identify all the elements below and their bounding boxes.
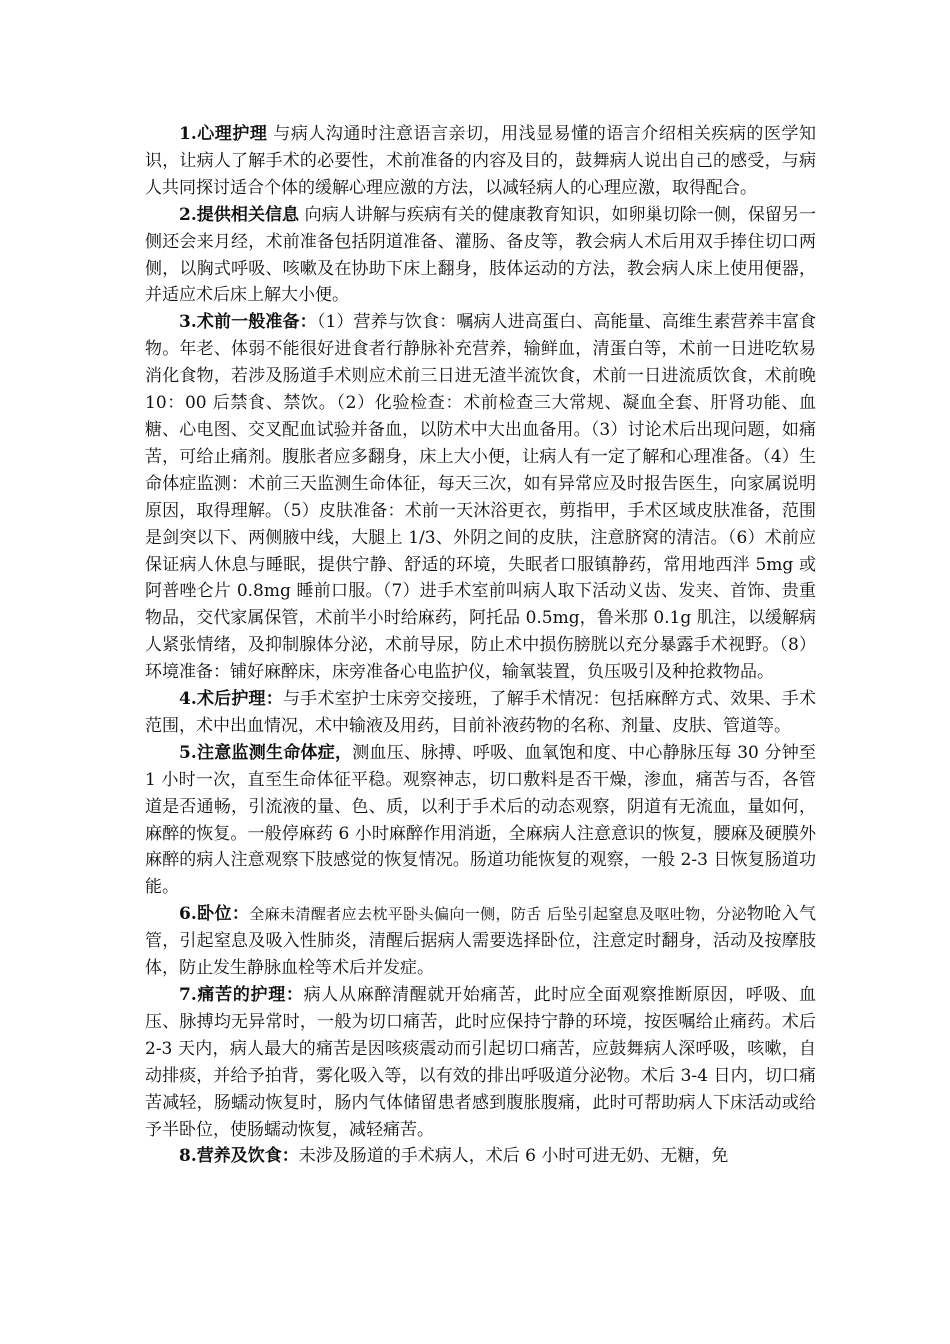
- paragraph-information: [145, 202, 816, 310]
- document-page: [145, 121, 816, 1170]
- paragraph-postoperative-care: [145, 686, 816, 740]
- paragraph-preoperative-prep: [145, 309, 816, 686]
- paragraph-heading: 6.卧位：: [179, 904, 250, 925]
- paragraph-heading: 5.注意监测生命体症，: [179, 742, 353, 763]
- paragraph-text: 与病人沟通时注意语言亲切，用浅显易懂的语言介绍相关疾病的医学知识，让病人了解手术的必要性，术前准备的内容及目的，鼓舞病人说出自己的感受，与病人共同探讨适合个体的缓解心理应激的方法，以减轻病人的心理应激，取得配合。: [145, 124, 817, 198]
- paragraph-heading: 2.提供相关信息: [179, 204, 300, 225]
- paragraph-text: 与手术室护士床旁交接班，了解手术情况：包括麻醉方式、效果、手术范围，术中出血情况，术中输液及用药，目前补液药物的名称、剂量、皮肤、管道等。: [145, 689, 817, 736]
- paragraph-text: 未涉及肠道的手术病人，术后 6 小时可进无奶、无糖，免: [298, 1146, 729, 1167]
- paragraph-heading: 3.术前一般准备：: [179, 312, 317, 333]
- paragraph-text: 测血压、脉搏、呼吸、血氧饱和度、中心静脉压每 30 分钟至 1 小时一次，直至生命体征平稳。观察神志，切口敷料是否干燥，渗血，痛苦与否，各管道是否通畅，引流液的量、色、质，以利于手术后的动态观察，阴道有无流血，量如何，麻醉的恢复。一般停麻药 6 小时麻醉作用消逝，全麻病人注意意识的恢复，腰麻及硬膜外麻醉的病人注意观察下肢感觉的恢复情况。肠道功能恢复的观察，一般 2-3 日恢复肠道功能。: [145, 742, 816, 898]
- paragraph-text: （1）营养与饮食：嘱病人进高蛋白、高能量、高维生素营养丰富食物。年老、体弱不能很好进食者行静脉补充营养，输鲜血，清蛋白等，术前一日进吃软易消化食物，若涉及肠道手术则应术前三日进无渣半流饮食，术前一日进流质饮食，术前晚 10：00 后禁食、禁饮。（2）化验检查：术前检查三大常规、凝血全套、肝肾功能、血糖、心电图、交叉配血试验并备血，以防术中大出血备用。（3）讨论术后出现问题，如痛苦，可给止痛剂。腹胀者应多翻身，床上大小便，让病人有一定了解和心理准备。（4）生命体症监测：术前三天监测生命体征，每天三次，如有异常应及时报告医生，向家属说明原因，取得理解。（5）皮肤准备：术前一天沐浴更衣，剪指甲，手术区域皮肤准备，范围是剑突以下、两侧腋中线，大腿上 1/3、外阴之间的皮肤，注意脐窝的清洁。（6）术前应保证病人休息与睡眠，提供宁静、舒适的环境，失眠者口服镇静药，常用地西泮 5mg 或阿普唑仑片 0.8mg 睡前口服。（7）进手术室前叫病人取下活动义齿、发夹、首饰、贵重物品，交代家属保管，术前半小时给麻药，阿托品 0.5mg，鲁米那 0.1g 肌注，以缓解病人紧张情绪，及抑制腺体分泌，术前导尿，防止术中损伤膀胱以充分暴露手术视野。（8）环境准备：铺好麻醉床，床旁准备心电监护仪，输氧装置，负压吸引及种抢救物品。: [145, 312, 816, 683]
- paragraph-pain-care: [145, 982, 816, 1143]
- paragraph-position: [145, 901, 816, 982]
- paragraph-text: 病人从麻醉清醒就开始痛苦，此时应全面观察推断原因，呼吸、血压、脉搏均无异常时，一般为切口痛苦，此时应保持宁静的环境，按医嘱给止痛药。术后 2-3 天内，病人最大的痛苦是因咳痰震动而引起切口痛苦，应鼓舞病人深呼吸，咳嗽，自动排痰，并给予拍背，雾化吸入等，以有效的排出呼吸道分泌物。术后 3-4 日内，切口痛苦减轻，肠蠕动恢复时，肠内气体储留患者感到腹胀腹痛，此时可帮助病人下床活动或给予半卧位，使肠蠕动恢复，减轻痛苦。: [145, 985, 817, 1140]
- paragraph-small-text: 全麻未清醒者应去枕平卧头偏向一侧，防舌 后坠引起窒息及呕吐物，分泌: [249, 905, 747, 924]
- paragraph-heading: 4.术后护理：: [179, 689, 283, 710]
- paragraph-nutrition: [145, 1143, 816, 1170]
- paragraph-heading: 7.痛苦的护理：: [179, 985, 304, 1005]
- paragraph-text: 向病人讲解与疾病有关的健康教育知识，如卵巢切除一侧，保留另一侧还会来月经，术前准备包括阴道准备、灌肠、备皮等，教会病人术后用双手捧住切口两侧，以胸式呼吸、咳嗽及在协助下床上翻身，肢体运动的方法，教会病人床上使用便器，并适应术后床上解大小便。: [145, 204, 817, 306]
- paragraph-vital-signs: [145, 740, 816, 901]
- paragraph-heading: 1.心理护理: [179, 124, 268, 144]
- paragraph-psychological-care: [145, 121, 816, 202]
- paragraph-heading: 8.营养及饮食：: [179, 1146, 299, 1167]
- paragraph-text: 物呛入气管，引起窒息及吸入性肺炎，清醒后据病人需要选择卧位，注意定时翻身，活动及按摩肢体，防止发生静脉血栓等术后并发症。: [145, 904, 817, 979]
